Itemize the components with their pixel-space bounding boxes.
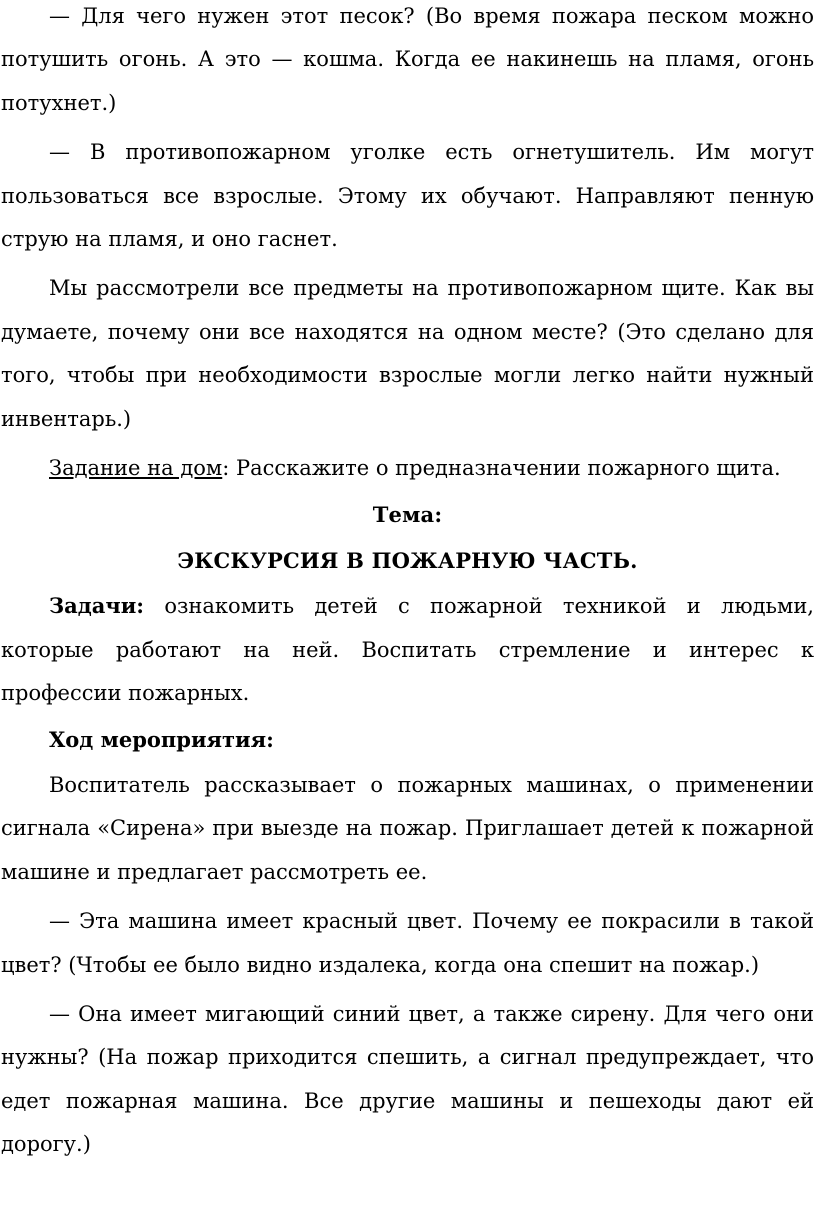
paragraph-sand: — Для чего нужен этот песок? (Во время пожара песком можно потушить огонь. А это — кошма. Когда ее накинешь на пламя, огонь потухнет.) (1, 4, 814, 115)
tasks-label: Задачи: (49, 593, 145, 619)
homework-text: : Расскажите о предназначении пожарного щита. (222, 456, 781, 481)
paragraph-extinguisher: — В противопожарном уголке есть огнетушитель. Им могут пользоваться все взрослые. Этому их обучают. Направляют пенную струю на пламя, и оно гаснет. (1, 140, 814, 252)
paragraph-red-color: — Эта машина имеет красный цвет. Почему ее покрасили в такой цвет? (Чтобы ее было видно издалека, когда она спешит на пожар.) (1, 909, 814, 977)
paragraph-fire-shield: Мы рассмотрели все предметы на противопожарном щите. Как вы думаете, почему они все находятся на одном месте? (Это сделано для того, чтобы при необходимости взрослые могли легко найти нужный инвентарь.) (1, 276, 814, 431)
homework-label: Задание на дом (49, 456, 223, 481)
progress-heading (1, 718, 814, 762)
progress-label: Ход мероприятия: (49, 726, 274, 752)
paragraph-teacher: Воспитатель рассказывает о пожарных машинах, о применении сигнала «Сирена» при выезде на пожар. Приглашает детей к пожарной машине и предлагает рассмотреть ее. (1, 772, 814, 884)
topic-label: Тема: (372, 502, 443, 528)
paragraph-tasks (1, 584, 814, 715)
paragraph-blue-light: — Она имеет мигающий синий цвет, а также сирену. Для чего они нужны? (На пожар приходится спешить, а сигнал предупреждает, что едет пожарная машина. Все другие машины и пешеходы дают ей дорогу.) (1, 1001, 814, 1157)
topic-title: ЭКСКУРСИЯ В ПОЖАРНУЮ ЧАСТЬ. (177, 547, 638, 573)
paragraph-homework (1, 447, 814, 490)
tasks-text: ознакомить детей с пожарной техникой и людьми, которые работают на ней. Воспитать стремление и интерес к профессии пожарных. (1, 594, 814, 706)
